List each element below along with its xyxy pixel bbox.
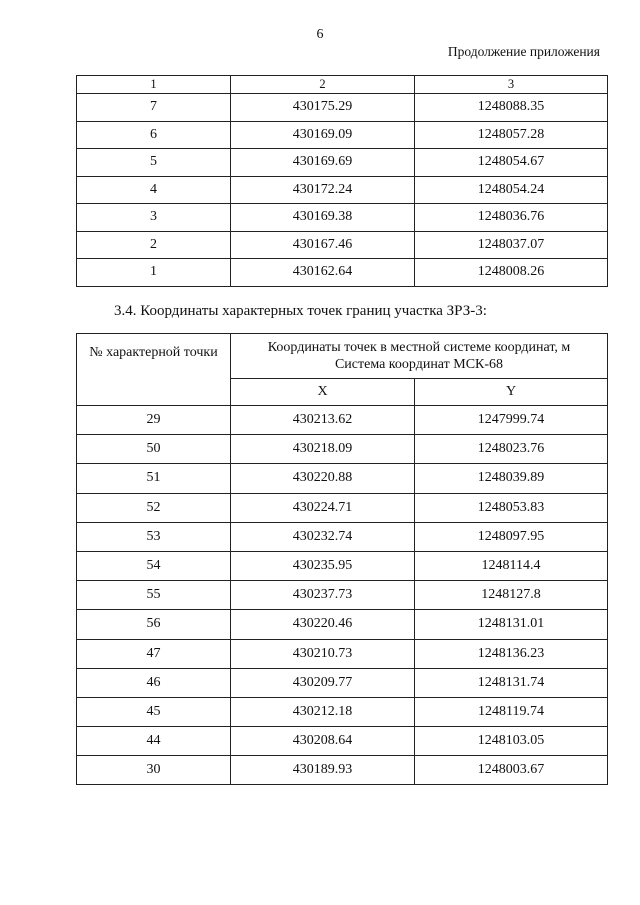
header-coordinates: [231, 334, 608, 379]
point-number-cell: 50: [77, 435, 231, 464]
zrz3-coordinates-table-body: [77, 406, 608, 785]
y-coordinate-cell: 1248023.76: [415, 435, 608, 464]
header-coordinates-line1: Координаты точек в местной системе координат, м: [267, 340, 571, 355]
point-number-cell: 30: [77, 756, 231, 785]
x-coordinate-cell: 430218.09: [231, 435, 415, 464]
point-number-cell: 54: [77, 551, 231, 580]
table-row: [77, 231, 608, 259]
column-number-1: 1: [77, 76, 231, 94]
x-coordinate-cell: 430175.29: [231, 94, 415, 122]
y-coordinate-cell: 1248037.07: [415, 231, 608, 259]
y-coordinate-cell: 1248131.74: [415, 668, 608, 697]
point-number-cell: 46: [77, 668, 231, 697]
continuation-label: Продолжение приложения: [447, 44, 600, 59]
header-x: X: [231, 379, 415, 406]
table-row: [77, 204, 608, 232]
point-number-cell: 6: [77, 121, 231, 149]
y-coordinate-cell: 1248008.26: [415, 259, 608, 287]
table-row: [77, 697, 608, 726]
y-coordinate-cell: 1248053.83: [415, 493, 608, 522]
table-row: [77, 435, 608, 464]
x-coordinate-cell: 430209.77: [231, 668, 415, 697]
point-number-cell: 44: [77, 727, 231, 756]
column-number-2: 2: [231, 76, 415, 94]
table-row: [77, 551, 608, 580]
x-coordinate-cell: 430169.09: [231, 121, 415, 149]
point-number-cell: 4: [77, 176, 231, 204]
y-coordinate-cell: 1248088.35: [415, 94, 608, 122]
x-coordinate-cell: 430210.73: [231, 639, 415, 668]
y-coordinate-cell: 1248057.28: [415, 121, 608, 149]
table-row: [77, 727, 608, 756]
table-row: [77, 756, 608, 785]
y-coordinate-cell: 1248003.67: [415, 756, 608, 785]
x-coordinate-cell: 430169.38: [231, 204, 415, 232]
header-coordinates-line2: Система координат МСК-68: [334, 357, 504, 372]
x-coordinate-cell: 430237.73: [231, 581, 415, 610]
x-coordinate-cell: 430213.62: [231, 406, 415, 435]
table-row: [77, 121, 608, 149]
x-coordinate-cell: 430232.74: [231, 522, 415, 551]
coordinates-table-continued: [76, 75, 608, 287]
table-row: [77, 639, 608, 668]
y-coordinate-cell: 1248036.76: [415, 204, 608, 232]
point-number-cell: 2: [77, 231, 231, 259]
section-heading: 3.4. Координаты характерных точек границ участка ЗРЗ-3:: [114, 303, 487, 319]
table-row: [77, 610, 608, 639]
x-coordinate-cell: 430220.46: [231, 610, 415, 639]
header-y: Y: [415, 379, 608, 406]
point-number-cell: 7: [77, 94, 231, 122]
point-number-cell: 55: [77, 581, 231, 610]
y-coordinate-cell: 1248097.95: [415, 522, 608, 551]
y-coordinate-cell: 1247999.74: [415, 406, 608, 435]
y-coordinate-cell: 1248114.4: [415, 551, 608, 580]
y-coordinate-cell: 1248054.67: [415, 149, 608, 177]
x-coordinate-cell: 430167.46: [231, 231, 415, 259]
table-header-row: [77, 76, 608, 94]
x-coordinate-cell: 430224.71: [231, 493, 415, 522]
x-coordinate-cell: 430162.64: [231, 259, 415, 287]
table-row: [77, 406, 608, 435]
table-row: [77, 464, 608, 493]
y-coordinate-cell: 1248039.89: [415, 464, 608, 493]
y-coordinate-cell: 1248136.23: [415, 639, 608, 668]
x-coordinate-cell: 430169.69: [231, 149, 415, 177]
x-coordinate-cell: 430208.64: [231, 727, 415, 756]
point-number-cell: 47: [77, 639, 231, 668]
table-row: [77, 581, 608, 610]
y-coordinate-cell: 1248127.8: [415, 581, 608, 610]
x-coordinate-cell: 430220.88: [231, 464, 415, 493]
point-number-cell: 56: [77, 610, 231, 639]
point-number-cell: 1: [77, 259, 231, 287]
point-number-cell: 52: [77, 493, 231, 522]
column-number-3: 3: [415, 76, 608, 94]
y-coordinate-cell: 1248131.01: [415, 610, 608, 639]
table-row: [77, 259, 608, 287]
y-coordinate-cell: 1248103.05: [415, 727, 608, 756]
table-row: [77, 668, 608, 697]
point-number-cell: 45: [77, 697, 231, 726]
point-number-cell: 3: [77, 204, 231, 232]
point-number-cell: 29: [77, 406, 231, 435]
header-point-number: № характерной точки: [77, 334, 231, 406]
y-coordinate-cell: 1248119.74: [415, 697, 608, 726]
point-number-cell: 5: [77, 149, 231, 177]
table-row: [77, 94, 608, 122]
table-row: [77, 493, 608, 522]
point-number-cell: 53: [77, 522, 231, 551]
coordinates-table-continued-body: [77, 76, 608, 287]
table-row: [77, 149, 608, 177]
table-header-row: [77, 334, 608, 379]
x-coordinate-cell: 430212.18: [231, 697, 415, 726]
x-coordinate-cell: 430235.95: [231, 551, 415, 580]
point-number-cell: 51: [77, 464, 231, 493]
x-coordinate-cell: 430172.24: [231, 176, 415, 204]
zrz3-coordinates-table: [76, 333, 608, 785]
table-row: [77, 522, 608, 551]
y-coordinate-cell: 1248054.24: [415, 176, 608, 204]
page-number: 6: [316, 27, 324, 42]
x-coordinate-cell: 430189.93: [231, 756, 415, 785]
table-row: [77, 176, 608, 204]
